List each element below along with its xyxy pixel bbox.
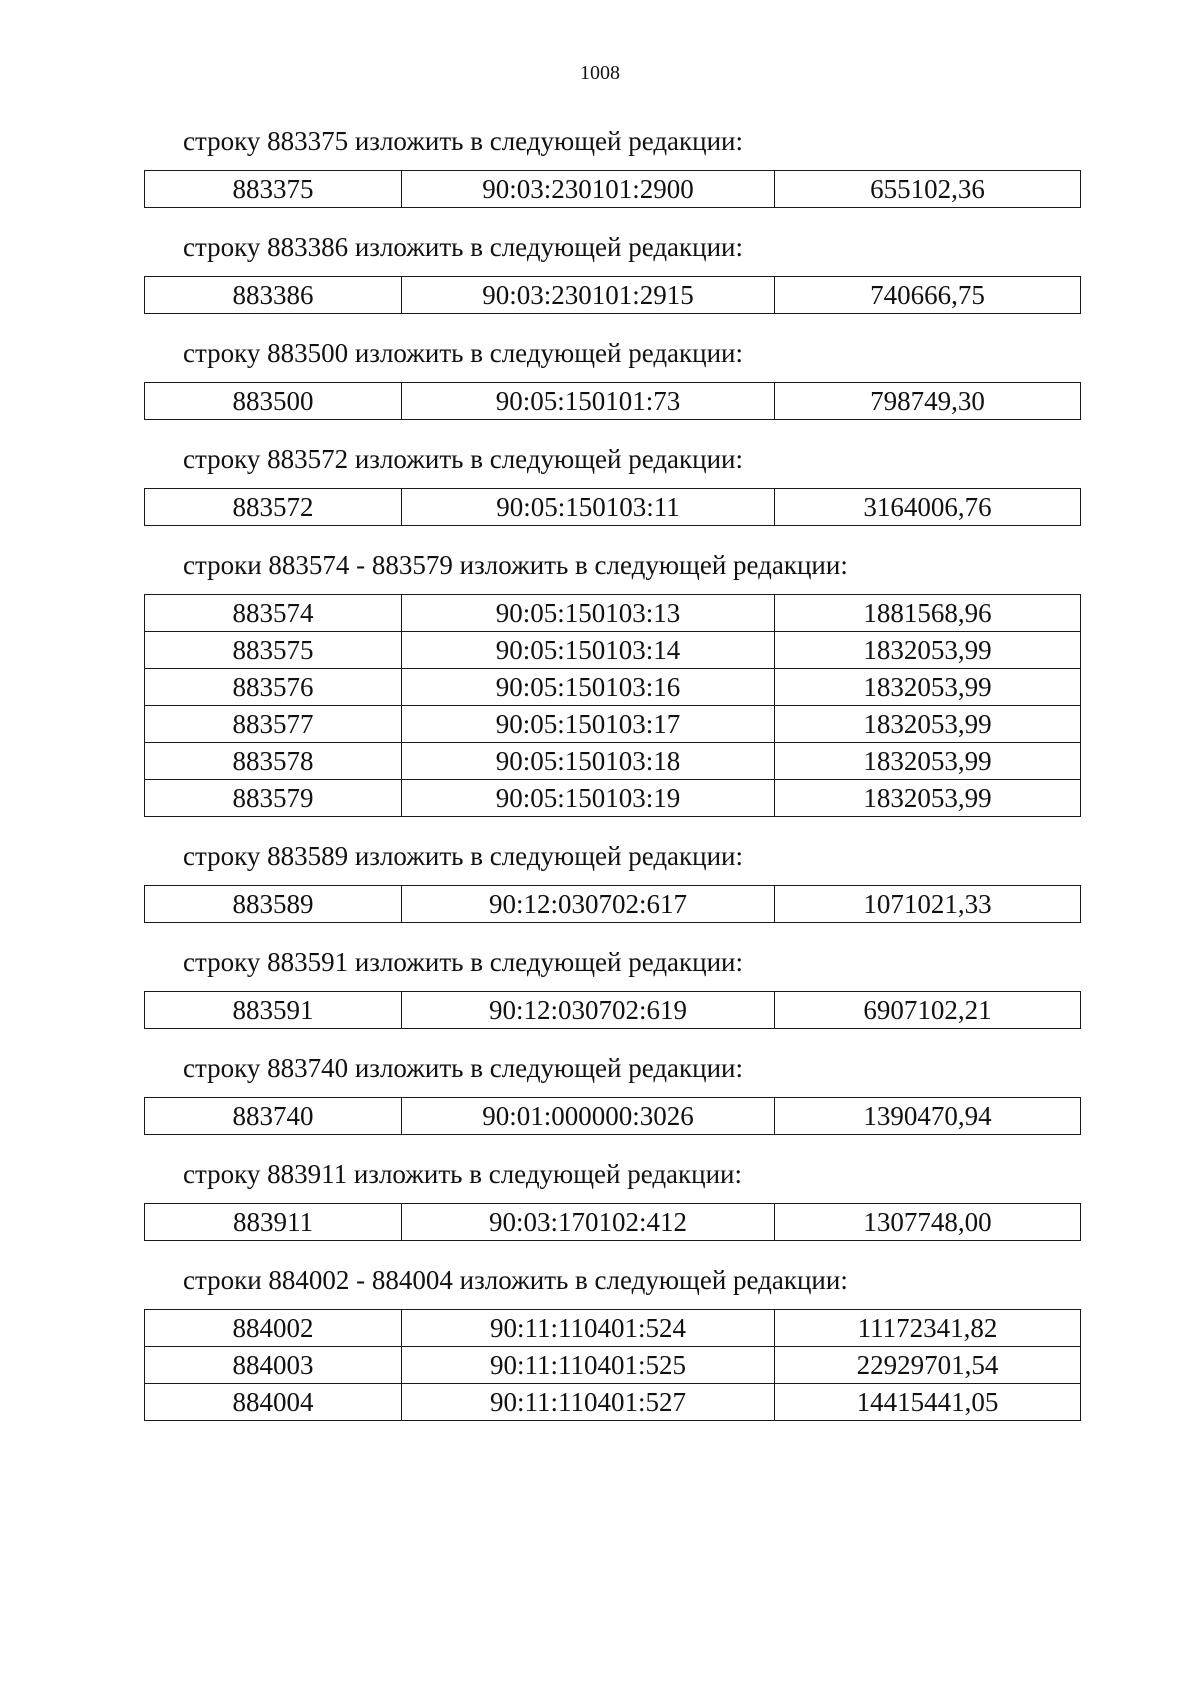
value-cell: 3164006,76 bbox=[775, 489, 1081, 526]
table-row bbox=[145, 1098, 1081, 1135]
amendment-instruction: строки 884002 - 884004 изложить в следующей редакции: bbox=[183, 1265, 848, 1295]
row-number-cell: 884003 bbox=[145, 1347, 402, 1384]
row-number-cell: 883579 bbox=[145, 780, 402, 817]
row-number-cell: 883576 bbox=[145, 669, 402, 706]
amendment-table bbox=[144, 1097, 1081, 1135]
table-row bbox=[145, 1347, 1081, 1384]
amendment-table bbox=[144, 170, 1081, 208]
amendment-instruction: строку 883911 изложить в следующей редакции: bbox=[183, 1159, 743, 1189]
cadastral-number-cell: 90:05:150103:18 bbox=[402, 743, 775, 780]
row-number-cell: 883386 bbox=[145, 277, 402, 314]
value-cell: 1390470,94 bbox=[775, 1098, 1081, 1135]
table-row bbox=[145, 886, 1081, 923]
amendment-table bbox=[144, 594, 1081, 817]
cadastral-number-cell: 90:03:230101:2915 bbox=[402, 277, 775, 314]
value-cell: 1307748,00 bbox=[775, 1204, 1081, 1241]
row-number-cell: 883572 bbox=[145, 489, 402, 526]
amendment-instruction: строку 883500 изложить в следующей редакции: bbox=[183, 338, 744, 368]
table-row bbox=[145, 992, 1081, 1029]
cadastral-number-cell: 90:03:230101:2900 bbox=[402, 171, 775, 208]
amendment-instruction: строку 883572 изложить в следующей редакции: bbox=[183, 444, 744, 474]
row-number-cell: 883577 bbox=[145, 706, 402, 743]
cadastral-number-cell: 90:05:150101:73 bbox=[402, 383, 775, 420]
row-number-cell: 883578 bbox=[145, 743, 402, 780]
cadastral-number-cell: 90:11:110401:524 bbox=[402, 1310, 775, 1347]
row-number-cell: 883589 bbox=[145, 886, 402, 923]
table-row bbox=[145, 383, 1081, 420]
value-cell: 22929701,54 bbox=[775, 1347, 1081, 1384]
cadastral-number-cell: 90:11:110401:525 bbox=[402, 1347, 775, 1384]
cadastral-number-cell: 90:05:150103:19 bbox=[402, 780, 775, 817]
value-cell: 1832053,99 bbox=[775, 780, 1081, 817]
value-cell: 1881568,96 bbox=[775, 595, 1081, 632]
amendment-block bbox=[144, 546, 1084, 817]
row-number-cell: 883500 bbox=[145, 383, 402, 420]
amendment-instruction: строку 883740 изложить в следующей редакции: bbox=[183, 1053, 744, 1083]
value-cell: 1832053,99 bbox=[775, 632, 1081, 669]
table-row bbox=[145, 489, 1081, 526]
value-cell: 798749,30 bbox=[775, 383, 1081, 420]
table-row bbox=[145, 277, 1081, 314]
cadastral-number-cell: 90:12:030702:619 bbox=[402, 992, 775, 1029]
amendment-block bbox=[144, 440, 1084, 526]
row-number-cell: 883575 bbox=[145, 632, 402, 669]
value-cell: 11172341,82 bbox=[775, 1310, 1081, 1347]
amendment-block bbox=[144, 334, 1084, 420]
table-row bbox=[145, 669, 1081, 706]
amendment-instruction: строку 883591 изложить в следующей редакции: bbox=[183, 947, 744, 977]
row-number-cell: 883375 bbox=[145, 171, 402, 208]
value-cell: 6907102,21 bbox=[775, 992, 1081, 1029]
value-cell: 1832053,99 bbox=[775, 743, 1081, 780]
cadastral-number-cell: 90:05:150103:13 bbox=[402, 595, 775, 632]
table-row bbox=[145, 595, 1081, 632]
amendment-table bbox=[144, 991, 1081, 1029]
cadastral-number-cell: 90:05:150103:14 bbox=[402, 632, 775, 669]
table-row bbox=[145, 1204, 1081, 1241]
cadastral-number-cell: 90:11:110401:527 bbox=[402, 1384, 775, 1421]
page-number: 1008 bbox=[580, 62, 620, 84]
amendment-instruction: строку 883375 изложить в следующей редакции: bbox=[183, 126, 744, 156]
amendment-block bbox=[144, 1049, 1084, 1135]
amendment-table bbox=[144, 488, 1081, 526]
table-row bbox=[145, 780, 1081, 817]
amendment-block bbox=[144, 1155, 1084, 1241]
row-number-cell: 884002 bbox=[145, 1310, 402, 1347]
cadastral-number-cell: 90:12:030702:617 bbox=[402, 886, 775, 923]
amendment-instruction: строки 883574 - 883579 изложить в следующей редакции: bbox=[183, 550, 848, 580]
cadastral-number-cell: 90:03:170102:412 bbox=[402, 1204, 775, 1241]
value-cell: 655102,36 bbox=[775, 171, 1081, 208]
cadastral-number-cell: 90:05:150103:11 bbox=[402, 489, 775, 526]
table-row bbox=[145, 632, 1081, 669]
row-number-cell: 883740 bbox=[145, 1098, 402, 1135]
value-cell: 14415441,05 bbox=[775, 1384, 1081, 1421]
amendment-table bbox=[144, 1309, 1081, 1421]
amendment-table bbox=[144, 1203, 1081, 1241]
table-row bbox=[145, 1384, 1081, 1421]
amendment-block bbox=[144, 837, 1084, 923]
amendment-block bbox=[144, 943, 1084, 1029]
amendment-table bbox=[144, 382, 1081, 420]
amendment-instruction: строку 883386 изложить в следующей редакции: bbox=[183, 232, 744, 262]
row-number-cell: 884004 bbox=[145, 1384, 402, 1421]
value-cell: 1832053,99 bbox=[775, 706, 1081, 743]
row-number-cell: 883574 bbox=[145, 595, 402, 632]
amendment-block bbox=[144, 228, 1084, 314]
row-number-cell: 883911 bbox=[145, 1204, 402, 1241]
value-cell: 1832053,99 bbox=[775, 669, 1081, 706]
table-row bbox=[145, 743, 1081, 780]
table-row bbox=[145, 1310, 1081, 1347]
amendment-table bbox=[144, 885, 1081, 923]
table-row bbox=[145, 171, 1081, 208]
amendment-block bbox=[144, 122, 1084, 208]
document-body bbox=[144, 122, 1084, 1441]
value-cell: 1071021,33 bbox=[775, 886, 1081, 923]
value-cell: 740666,75 bbox=[775, 277, 1081, 314]
amendment-table bbox=[144, 276, 1081, 314]
cadastral-number-cell: 90:01:000000:3026 bbox=[402, 1098, 775, 1135]
row-number-cell: 883591 bbox=[145, 992, 402, 1029]
cadastral-number-cell: 90:05:150103:17 bbox=[402, 706, 775, 743]
amendment-instruction: строку 883589 изложить в следующей редакции: bbox=[183, 841, 744, 871]
amendment-block bbox=[144, 1261, 1084, 1421]
cadastral-number-cell: 90:05:150103:16 bbox=[402, 669, 775, 706]
table-row bbox=[145, 706, 1081, 743]
